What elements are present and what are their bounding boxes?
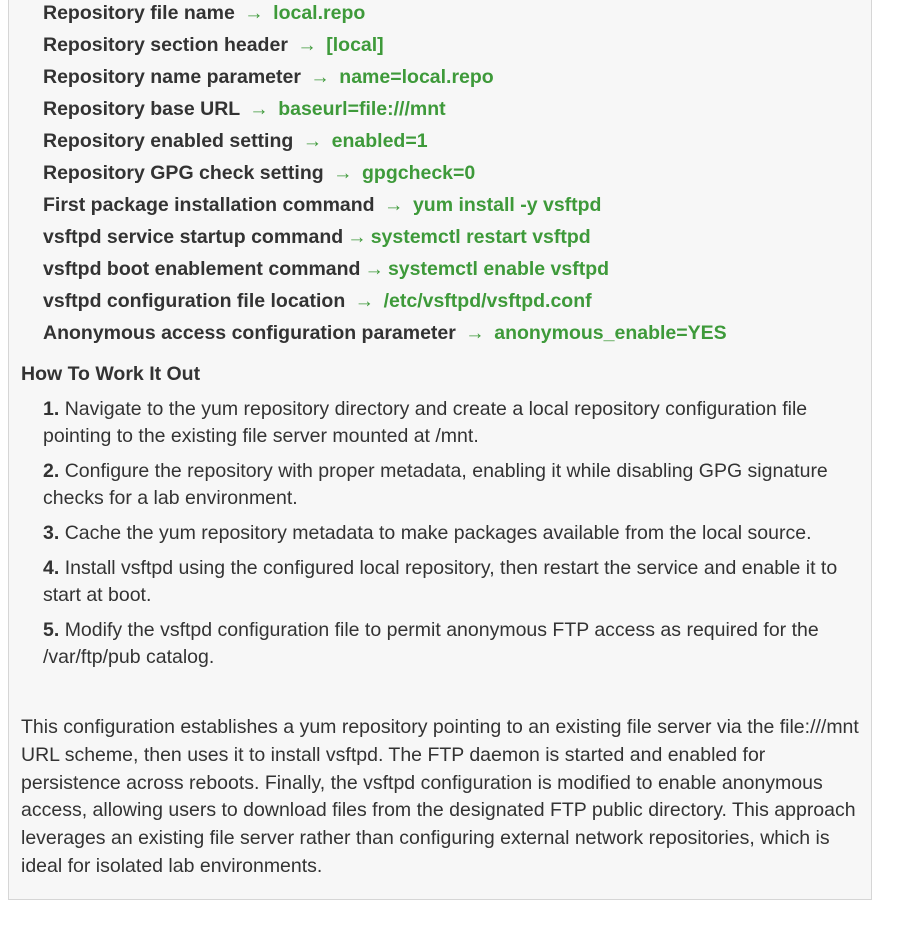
answer-label: Repository section header — [43, 34, 288, 56]
answer-value: name=local.repo — [339, 66, 494, 88]
steps-list — [43, 396, 868, 679]
solution-panel — [8, 0, 872, 900]
step-number: 4. — [43, 557, 60, 579]
answer-row — [43, 32, 873, 64]
arrow-icon: → — [297, 34, 317, 56]
step-number: 2. — [43, 460, 60, 482]
answer-value: anonymous_enable=YES — [494, 322, 727, 344]
answer-row — [43, 128, 873, 160]
step-number: 1. — [43, 398, 60, 420]
answer-label: Repository name parameter — [43, 66, 301, 88]
answer-value: systemctl restart vsftpd — [370, 226, 591, 248]
step-item — [43, 555, 868, 609]
arrow-icon: → — [310, 66, 330, 88]
arrow-icon: → — [465, 322, 485, 344]
answer-row — [43, 256, 873, 288]
answer-row — [43, 288, 873, 320]
answer-row — [43, 96, 873, 128]
answer-list — [43, 0, 873, 352]
answer-row — [43, 0, 873, 32]
step-item — [43, 520, 868, 547]
answer-row — [43, 192, 873, 224]
answer-value: local.repo — [273, 2, 366, 24]
answer-label: vsftpd boot enablement command — [43, 258, 361, 280]
step-text: Configure the repository with proper metadata, enabling it while disabling GPG signature checks for a lab environment. — [43, 460, 828, 509]
answer-row — [43, 224, 873, 256]
arrow-icon: → — [244, 2, 264, 24]
arrow-icon: → — [354, 290, 375, 312]
arrow-icon: → — [333, 162, 353, 184]
answer-value: systemctl enable vsftpd — [387, 258, 610, 280]
answer-value: gpgcheck=0 — [362, 162, 476, 184]
step-text: Cache the yum repository metadata to make packages available from the local source. — [64, 522, 812, 544]
answer-value: /etc/vsftpd/vsftpd.conf — [383, 290, 592, 312]
arrow-icon: → — [347, 226, 367, 248]
arrow-icon: → — [364, 258, 384, 280]
section-title: How To Work It Out — [21, 363, 201, 385]
answer-value: yum install -y vsftpd — [412, 194, 602, 216]
arrow-icon: → — [302, 130, 323, 152]
step-item — [43, 396, 868, 450]
arrow-icon: → — [384, 194, 404, 216]
answer-row — [43, 64, 873, 96]
answer-label: Repository file name — [43, 2, 235, 24]
step-text: Install vsftpd using the configured local repository, then restart the service and enable it to start at boot. — [43, 557, 838, 606]
answer-row — [43, 320, 873, 352]
answer-value: enabled=1 — [331, 130, 428, 152]
answer-label: Repository base URL — [43, 98, 240, 120]
step-number: 5. — [43, 619, 60, 641]
answer-value: baseurl=file:///mnt — [278, 98, 446, 120]
step-item — [43, 617, 868, 671]
answer-label: First package installation command — [43, 194, 375, 216]
answer-value: [local] — [326, 34, 384, 56]
answer-label: vsftpd service startup command — [43, 226, 344, 248]
answer-label: Anonymous access configuration parameter — [43, 322, 456, 344]
step-text: Navigate to the yum repository directory and create a local repository configuration file pointing to the existing file server mounted at /mnt. — [43, 398, 808, 447]
answer-row — [43, 160, 873, 192]
summary-paragraph: This configuration establishes a yum repository pointing to an existing file server via the file:///mnt URL scheme, then uses it to install vsftpd. The FTP daemon is started and enabled for persistence across reboots. Finally, the vsftpd configuration is modified to enable anonymous access, allowing users to download files from the designated FTP public directory. This approach leverages an existing file server rather than configuring external network repositories, which is ideal for isolated lab environments. — [21, 716, 859, 877]
step-item — [43, 458, 868, 512]
answer-label: Repository enabled setting — [43, 130, 294, 152]
arrow-icon: → — [249, 98, 269, 120]
step-text: Modify the vsftpd configuration file to permit anonymous FTP access as required for the /var/ftp/pub catalog. — [43, 619, 819, 668]
answer-label: Repository GPG check setting — [43, 162, 324, 184]
answer-label: vsftpd configuration file location — [43, 290, 346, 312]
step-number: 3. — [43, 522, 60, 544]
